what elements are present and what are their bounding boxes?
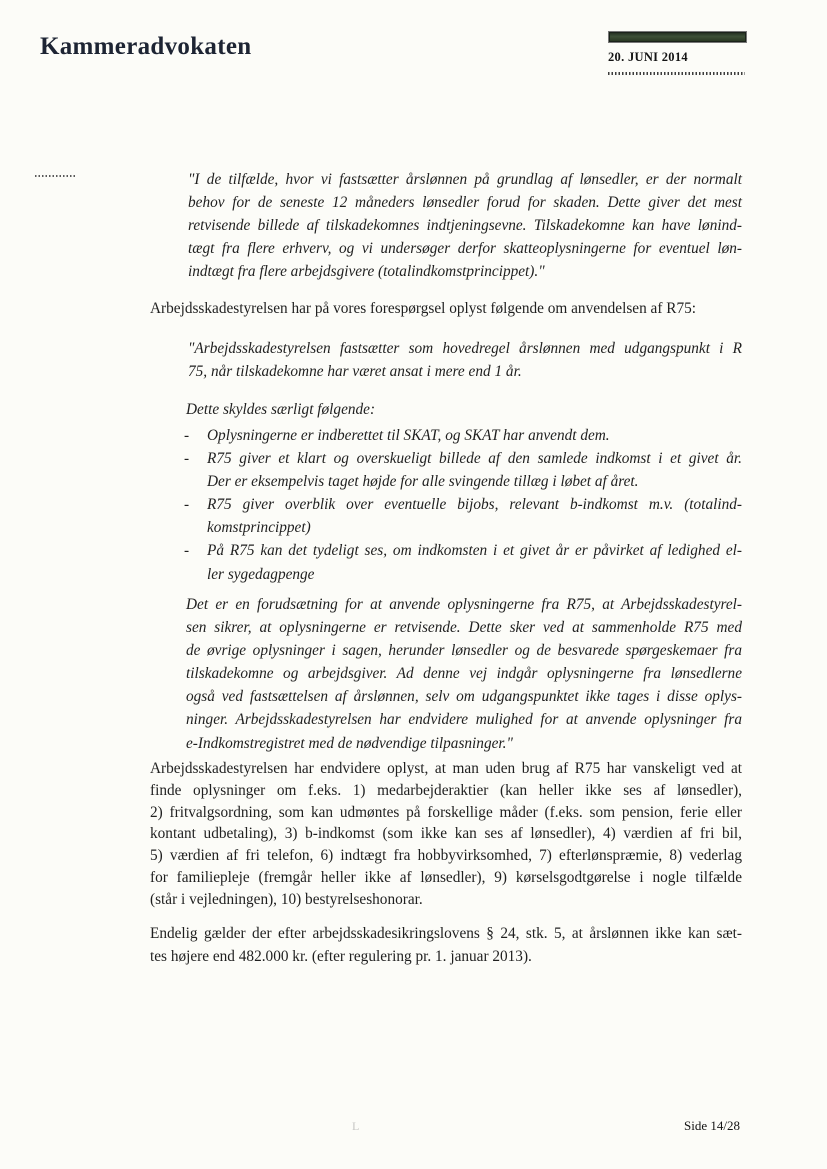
document-date: 20. JUNI 2014 bbox=[608, 50, 688, 64]
text-line: ler sygedagpenge bbox=[207, 565, 315, 583]
text-line: Det er en forudsætning for at anvende oplysningerne fra R75, at Arbejdsskadestyrel- bbox=[186, 596, 742, 613]
bullet-marker: - bbox=[184, 496, 190, 514]
text-line: 5) værdien af fri telefon, 6) indtægt fra hobbyvirksomhed, 7) efterlønspræmie, 8) vederlag bbox=[150, 847, 742, 865]
text-line: sen sikrer, at oplysningerne er retvisende. Dette sker ved at sammenholde R75 med bbox=[186, 619, 742, 637]
text-line: behov for de seneste 12 måneders lønsedler forud for skaden. Dette giver det mest bbox=[188, 194, 742, 212]
text-line: indtægt fra flere arbejdsgivere (totalindkomstprincippet)." bbox=[188, 263, 545, 281]
bullet-marker: - bbox=[184, 450, 190, 468]
text-line: "Arbejdsskadestyrelsen fastsætter som hovedregel årslønnen med udgangspunkt i R bbox=[188, 340, 742, 357]
text-line: komstprincippet) bbox=[207, 519, 311, 537]
text-line: e-Indkomstregistret med de nødvendige tilpasninger." bbox=[186, 734, 513, 752]
text-line: R75 giver et klart og overskueligt billede af den samlede indkomst i et givet år. bbox=[207, 450, 742, 468]
list-heading: Dette skyldes særligt følgende: bbox=[186, 401, 376, 418]
date-dotted-rule bbox=[608, 72, 745, 75]
quote-block-r75-rule bbox=[188, 337, 742, 383]
text-line: finde oplysninger om f.eks. 1) medarbejderaktier (kan heller ikke ses af lønsedler), bbox=[150, 781, 742, 799]
text-line: R75 giver overblik over eventuelle bijobs, relevant b-indkomst m.v. (totalind- bbox=[207, 496, 742, 514]
text-line: tægt fra flere erhverv, og vi undersøger derfor skatteoplysningerne for eventuel løn- bbox=[188, 240, 742, 258]
scan-artifact-mark: L bbox=[352, 1119, 360, 1133]
text-line: Arbejdsskadestyrelsen har endvidere oplyst, at man uden brug af R75 har vanskeligt ved at bbox=[150, 760, 742, 777]
text-line: retvisende billede af tilskadekomnes indtjeningsevne. Tilskadekomne kan have lønind- bbox=[188, 217, 742, 235]
list-item bbox=[184, 539, 742, 585]
page-number: Side 14/28 bbox=[684, 1118, 740, 1133]
bullet-marker: - bbox=[184, 427, 190, 444]
text-line: Oplysningerne er indberettet til SKAT, og SKAT har anvendt dem. bbox=[207, 427, 610, 444]
text-line: (står i vejledningen), 10) bestyrelseshonorar. bbox=[150, 890, 423, 908]
text-line: Der er eksempelvis taget højde for alle svingende tillæg i løbet af året. bbox=[207, 473, 639, 491]
text-line: 75, når tilskadekomne har været ansat i mere end 1 år. bbox=[188, 363, 522, 381]
quote-block-payroll bbox=[188, 168, 742, 283]
text-line: Endelig gælder der efter arbejdsskadesikringslovens § 24, stk. 5, at årslønnen ikke kan sæt- bbox=[150, 925, 742, 942]
header-bar-decoration bbox=[608, 31, 747, 43]
text-line: ninger. Arbejdsskadestyrelsen har endvidere mulighed for at anvende oplysninger fra bbox=[186, 711, 742, 729]
text-line: de øvrige oplysninger i sagen, herunder lønsedler og de besvarede spørgeskemaer fra bbox=[186, 642, 742, 660]
margin-dotted-mark bbox=[35, 175, 76, 177]
text-line: tilskadekomne og arbejdsgiver. Ad denne vej indgår oplysningerne fra lønsedlerne bbox=[186, 665, 742, 683]
paragraph-max-salary bbox=[150, 922, 742, 968]
text-line: På R75 kan det tydeligt ses, om indkomsten i et givet år er påvirket af ledighed el- bbox=[207, 542, 742, 560]
bullet-text bbox=[207, 447, 742, 493]
text-line: 2) fritvalgsordning, som kan udmøntes på forskellige måder (f.eks. som pension, ferie eller bbox=[150, 803, 742, 821]
bullet-marker: - bbox=[184, 542, 190, 560]
list-item bbox=[184, 424, 742, 447]
bullet-text bbox=[207, 539, 742, 585]
text-line: kontant udbetaling), 3) b-indkomst (som ikke kan ses af lønsedler), 4) værdien af fri bil, bbox=[150, 825, 742, 843]
bullet-text bbox=[207, 493, 742, 539]
bullet-text bbox=[207, 424, 742, 447]
list-item bbox=[184, 493, 742, 539]
text-line: også ved fastsættelsen af årslønnen, selv om udgangspunktet ikke tages i disse oplys- bbox=[186, 688, 742, 706]
text-line: for familiepleje (fremgår heller ikke af lønsedler), 9) kørselsgodtgørelse i nogle tilfælde bbox=[150, 868, 742, 886]
bullet-list bbox=[184, 424, 742, 586]
paragraph-r75-benefits bbox=[150, 758, 742, 911]
quote-block-verification bbox=[186, 593, 742, 755]
paragraph-intro-r75: Arbejdsskadestyrelsen har på vores forespørgsel oplyst følgende om anvendelsen af R75: bbox=[150, 300, 697, 317]
list-item bbox=[184, 447, 742, 493]
text-line: tes højere end 482.000 kr. (efter regulering pr. 1. januar 2013). bbox=[150, 948, 532, 966]
text-line: "I de tilfælde, hvor vi fastsætter årslønnen på grundlag af lønsedler, er der normalt bbox=[188, 171, 742, 188]
company-logo: Kammeradvokaten bbox=[40, 33, 252, 60]
